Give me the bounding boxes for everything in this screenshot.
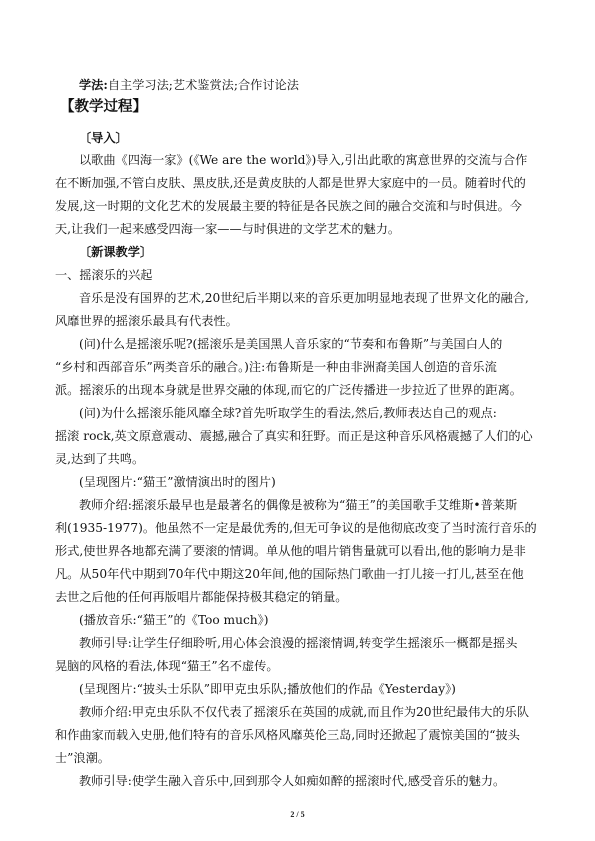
paragraph-line: (播放音乐:“猫王”的《Too much》) [79,613,269,627]
page-number: 2 / 5 [290,810,305,819]
new-lesson-heading: 〔新课教学〕 [79,245,153,259]
paragraph-line: 摇滚 rock,英文原意震动、震撼,融合了真实和狂野。而正是这种音乐风格震撼了人们的心 [55,429,533,443]
methods-text: 自主学习法;艺术鉴赏法;合作讨论法 [107,78,299,92]
paragraph-line: 教师引导:使学生融入音乐中,回到那令人如痴如醉的摇滚时代,感受音乐的魅力。 [79,774,506,788]
intro-heading: 〔导入〕 [79,131,128,145]
intro-line: 以歌曲《四海一家》(《We are the world》)导入,引出此歌的寓意世界的交流与合作 [79,153,528,167]
intro-line: 天,让我们一起来感受四海一家——与时俱进的文学艺术的魅力。 [55,222,401,236]
paragraph-line: 教师引导:让学生仔细聆听,用心体会浪漫的摇滚情调,转变学生摇滚乐一概都是摇头 [79,636,518,650]
paragraph-line: 去世之后他的任何再版唱片都能保持极其稳定的销量。 [55,590,348,604]
paragraph-line: 风靡世界的摇滚乐最具有代表性。 [55,314,238,328]
paragraph-line: (呈现图片:“披头士乐队”即甲克虫乐队;播放他们的作品《Yesterday》) [79,682,456,696]
paragraph-line: (呈现图片:“猫王”激情演出时的图片) [79,475,276,489]
section-heading: 【教学过程】 [60,98,147,115]
paragraph-line: 灵,达到了共鸣。 [55,452,145,466]
intro-line: 在不断加强,不管白皮肤、黑皮肤,还是黄皮肤的人都是世界大家庭中的一员。随着时代的 [55,176,526,190]
paragraph-line: 和作曲家而载入史册,他们特有的音乐风格风靡英伦三岛,同时还掀起了震惊美国的“披头 [55,728,520,742]
paragraph-line: 教师介绍:摇滚乐最早也是最著名的偶像是被称为“猫王”的美国歌手艾维斯•普莱斯 [79,498,518,512]
paragraph-line: 音乐是没有国界的艺术,20世纪后半期以来的音乐更加明显地表现了世界文化的融合, [79,291,529,305]
paragraph-line: 派。摇滚乐的出现本身就是世界交融的体现,而它的广泛传播进一步拉近了世界的距离。 [55,383,522,397]
paragraph-line: 形式,使世界各地都充满了要滚的情调。单从他的唱片销售量就可以看出,他的影响力是非 [55,544,526,558]
methods-label: 学法: [79,78,108,92]
paragraph-line: “乡村和西部音乐”两类音乐的融合。)注:布鲁斯是一种由非洲裔美国人创造的音乐流 [55,360,497,374]
paragraph-line: (问)为什么摇滚乐能风靡全球?首先听取学生的看法,然后,教师表达自己的观点: [79,406,497,420]
paragraph-line: 晃脑的风格的看法,体现“猫王”名不虚传。 [55,659,279,673]
paragraph-line: 利(1935-1977)。他虽然不一定是最优秀的,但无可争议的是他彻底改变了当时流行音乐的 [55,521,537,535]
paragraph-line: (问)什么是摇滚乐呢?(摇滚乐是美国黑人音乐家的“节奏和布鲁斯”与美国白人的 [79,337,503,351]
paragraph-line: 凡。从50年代中期到70年代中期这20年间,他的国际热门歌曲一打儿接一打儿,甚至在他 [55,567,524,581]
subsection-heading: 一、摇滚乐的兴起 [55,268,153,282]
paragraph-line: 士”浪潮。 [55,751,110,765]
learning-methods-line [79,75,299,95]
paragraph-line: 教师介绍:甲克虫乐队不仅代表了摇滚乐在英国的成就,而且作为20世纪最伟大的乐队 [79,705,530,719]
intro-line: 发展,这一时期的文化艺术的发展最主要的特征是各民族之间的融合交流和与时俱进。今 [55,199,522,213]
